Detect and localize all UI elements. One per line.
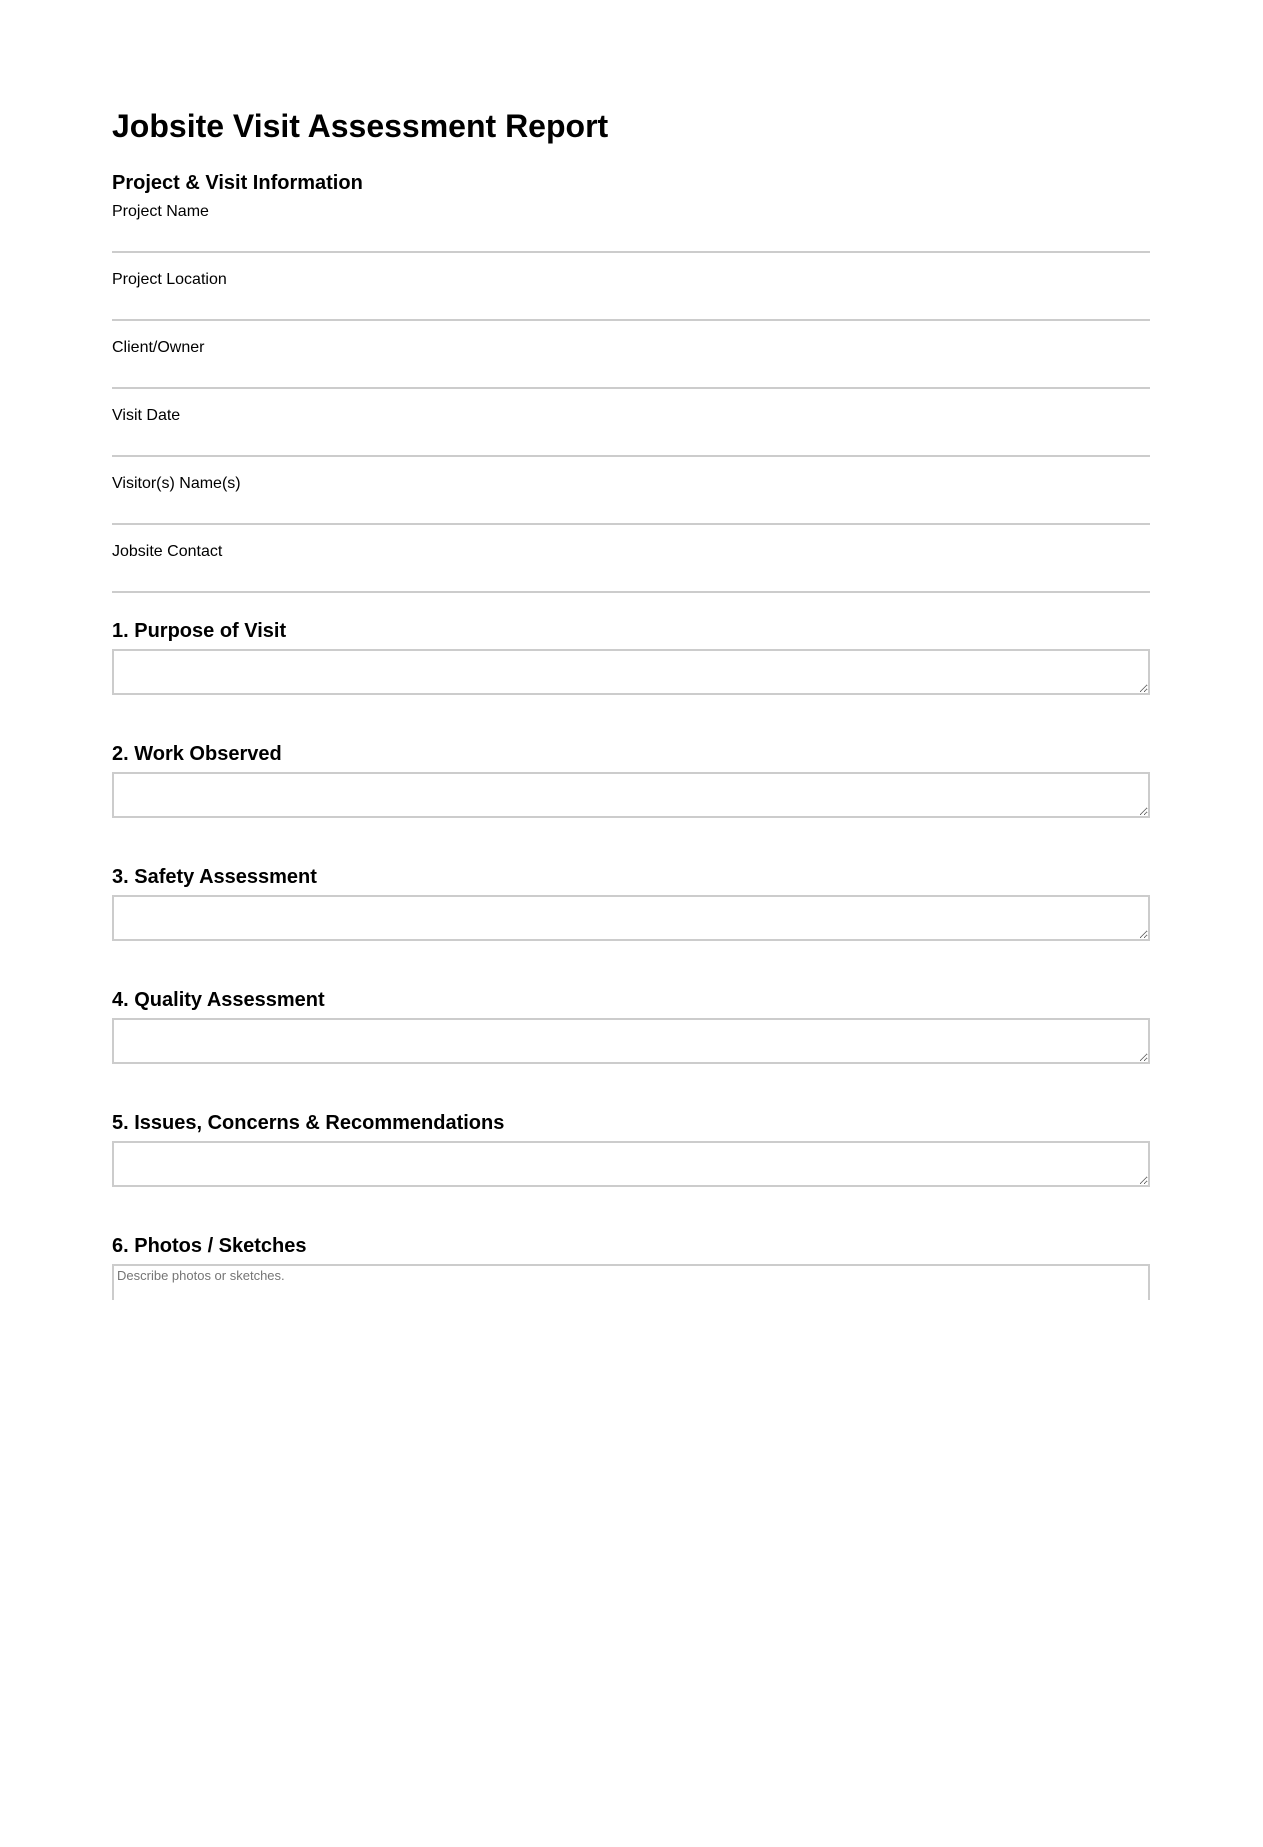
safety-assessment-heading: 3. Safety Assessment bbox=[112, 866, 317, 888]
jobsite-contact-input[interactable] bbox=[112, 561, 1150, 593]
field-client-owner bbox=[112, 339, 1150, 407]
field-project-location bbox=[112, 271, 1150, 339]
issues-concerns-heading: 5. Issues, Concerns & Recommendations bbox=[112, 1112, 505, 1134]
project-info-fields bbox=[112, 203, 1150, 611]
field-jobsite-contact bbox=[112, 543, 1150, 611]
project-location-input[interactable] bbox=[112, 289, 1150, 321]
section-work-observed bbox=[112, 743, 1150, 866]
section-quality-assessment bbox=[112, 989, 1150, 1112]
jobsite-contact-label: Jobsite Contact bbox=[112, 543, 223, 560]
project-info-heading: Project & Visit Information bbox=[112, 172, 363, 194]
project-location-label: Project Location bbox=[112, 271, 227, 288]
work-observed-heading: 2. Work Observed bbox=[112, 743, 282, 765]
section-purpose-of-visit bbox=[112, 620, 1150, 743]
section-issues-concerns-recommendations bbox=[112, 1112, 1150, 1235]
section-photos-sketches bbox=[112, 1235, 1150, 1300]
purpose-of-visit-textarea[interactable] bbox=[112, 649, 1150, 695]
field-visit-date bbox=[112, 407, 1150, 475]
field-project-name bbox=[112, 203, 1150, 271]
quality-assessment-heading: 4. Quality Assessment bbox=[112, 989, 325, 1011]
project-name-input[interactable] bbox=[112, 221, 1150, 253]
page-title: Jobsite Visit Assessment Report bbox=[112, 108, 609, 144]
project-name-label: Project Name bbox=[112, 203, 209, 220]
safety-assessment-textarea[interactable] bbox=[112, 895, 1150, 941]
section-safety-assessment bbox=[112, 866, 1150, 989]
photos-sketches-textarea[interactable] bbox=[112, 1264, 1150, 1300]
client-owner-label: Client/Owner bbox=[112, 339, 205, 356]
visitor-names-input[interactable] bbox=[112, 493, 1150, 525]
work-observed-textarea[interactable] bbox=[112, 772, 1150, 818]
quality-assessment-textarea[interactable] bbox=[112, 1018, 1150, 1064]
visitor-names-label: Visitor(s) Name(s) bbox=[112, 475, 241, 492]
field-visitor-names bbox=[112, 475, 1150, 543]
issues-concerns-textarea[interactable] bbox=[112, 1141, 1150, 1187]
purpose-of-visit-heading: 1. Purpose of Visit bbox=[112, 620, 287, 642]
visit-date-input[interactable] bbox=[112, 425, 1150, 457]
client-owner-input[interactable] bbox=[112, 357, 1150, 389]
visit-date-label: Visit Date bbox=[112, 407, 181, 424]
photos-sketches-heading: 6. Photos / Sketches bbox=[112, 1235, 307, 1257]
